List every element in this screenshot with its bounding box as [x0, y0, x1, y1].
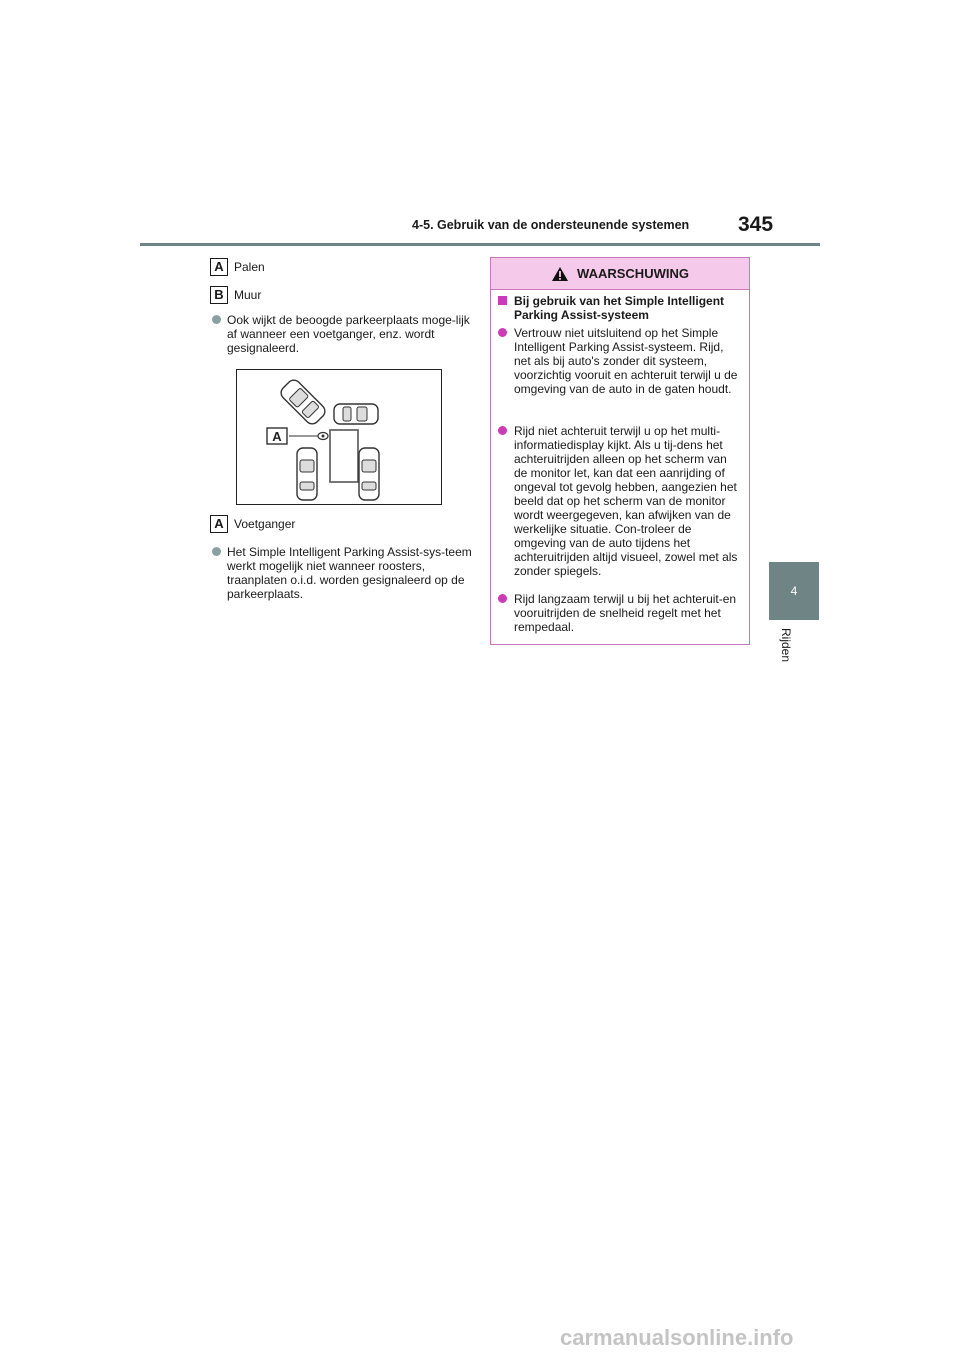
- bullet-dot: [212, 547, 221, 556]
- label-a-text: Palen: [234, 260, 265, 274]
- warning-title: WAARSCHUWING: [577, 266, 689, 281]
- warning-dot: [498, 594, 507, 603]
- letter-box-a-pedestrian: A: [210, 515, 228, 533]
- warning-item-text-2: Rijd niet achteruit terwijl u op het multi-informatiedisplay kijkt. Als u tij-dens het achteruitrijden alleen op het scherm van de monitor let, kan dat een aanrijding of ongeval tot gevolg hebben, aangezien het beeld dat op het scherm van de monitor wordt weergegeven, kan afwijken van de werkelijke situatie. Con-troleer de omgeving van de auto tijdens het achteruitrijden altijd visueel, zowel met als zonder spiegels.: [514, 424, 738, 578]
- warning-item-text-3: Rijd langzaam terwijl u bij het achteruit-en vooruitrijden de snelheid regelt met het rempedaal.: [514, 592, 737, 634]
- angled-car: [278, 377, 327, 426]
- pedestrian-icon: [318, 433, 328, 440]
- bullet-dot: [212, 315, 221, 324]
- bullet-item-2: [210, 545, 472, 601]
- chapter-tab: [769, 562, 819, 620]
- header-divider: [140, 243, 820, 246]
- bullet-text-1: Ook wijkt de beoogde parkeerplaats moge-lijk af wanneer een voetganger, enz. wordt gesignaleerd.: [227, 313, 470, 355]
- page-number: 345: [738, 213, 774, 236]
- warning-item-2: [498, 424, 740, 578]
- warning-item-1: [498, 326, 740, 396]
- warning-triangle-icon: [551, 266, 569, 282]
- warning-heading-row: [498, 294, 740, 322]
- chapter-label: [776, 628, 810, 684]
- warning-item-text-1: Vertrouw niet uitsluitend op het Simple Intelligent Parking Assist-systeem. Rijd, net als bij auto's zonder dit systeem, voorzichtig vooruit en achteruit terwijl u de omgeving van de auto in de gaten houdt.: [514, 326, 738, 396]
- parking-diagram: [237, 370, 441, 504]
- target-parking-space: [330, 430, 358, 482]
- warning-square-bullet: [498, 296, 507, 305]
- bullet-text-2: Het Simple Intelligent Parking Assist-sys-teem werkt mogelijk niet wanneer roosters, traanplaten o.i.d. worden gesignaleerd op de parkeerplaats.: [227, 545, 472, 601]
- label-a-row: [210, 258, 265, 276]
- label-b-text: Muur: [234, 288, 262, 302]
- letter-box-a: A: [210, 258, 228, 276]
- parked-car-right: [359, 448, 379, 500]
- warning-dot: [498, 426, 507, 435]
- warning-dot: [498, 328, 507, 337]
- callout-letter: A: [272, 429, 282, 444]
- chapter-label-text: Rijden: [779, 628, 793, 663]
- warning-box: [490, 257, 750, 645]
- bullet-item-1: [210, 313, 472, 355]
- parked-car-left: [297, 448, 317, 500]
- label-pedestrian-row: [210, 515, 295, 533]
- warning-item-3: [498, 592, 740, 634]
- label-b-row: [210, 286, 261, 304]
- section-title: 4-5. Gebruik van de ondersteunende systemen: [412, 218, 690, 232]
- parking-illustration: [236, 369, 442, 505]
- warning-header: [491, 258, 749, 290]
- label-pedestrian-text: Voetganger: [234, 517, 296, 531]
- horizontal-car: [334, 404, 378, 424]
- warning-heading: Bij gebruik van het Simple Intelligent Parking Assist-systeem: [514, 294, 725, 322]
- letter-box-b: B: [210, 286, 228, 304]
- chapter-number: 4: [790, 584, 798, 598]
- watermark: carmanualsonline.info: [560, 1325, 794, 1350]
